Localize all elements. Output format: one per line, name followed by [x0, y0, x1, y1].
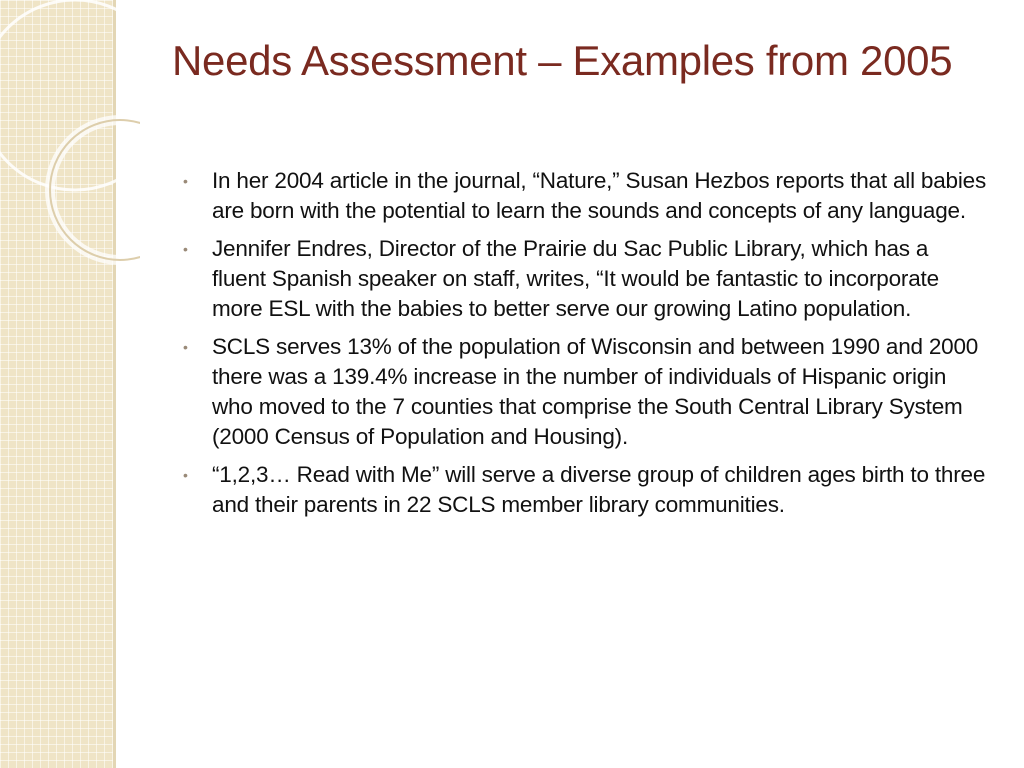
bullet-text: SCLS serves 13% of the population of Wisconsin and between 1990 and 2000 there was a 139.4% increase in the number of individuals of Hispanic origin who moved to the 7 counties that comprise the South Central Library System (2000 Census of Population and Housing). [212, 334, 979, 449]
bullet-list [183, 166, 988, 528]
ring-upper [0, 0, 140, 190]
decorative-rings [0, 0, 140, 300]
bullet-icon: • [183, 241, 188, 257]
bullet-item [183, 460, 988, 520]
bullet-item [183, 166, 988, 226]
bullet-item [183, 332, 988, 452]
slide-title: Needs Assessment – Examples from 2005 [172, 37, 953, 84]
bullet-text: In her 2004 article in the journal, “Nature,” Susan Hezbos reports that all babies are born with the potential to learn the sounds and concepts of any language. [212, 168, 987, 223]
bullet-icon: • [183, 467, 188, 483]
bullet-text: Jennifer Endres, Director of the Prairie du Sac Public Library, which has a fluent Spanish speaker on staff, writes, “It would be fantastic to incorporate more ESL with the babies to better serve our growing Latino population. [212, 236, 939, 321]
bullet-icon: • [183, 173, 188, 189]
bullet-icon: • [183, 339, 188, 355]
bullet-item [183, 234, 988, 324]
bullet-text: “1,2,3… Read with Me” will serve a diverse group of children ages birth to three and their parents in 22 SCLS member library communities. [212, 462, 986, 517]
